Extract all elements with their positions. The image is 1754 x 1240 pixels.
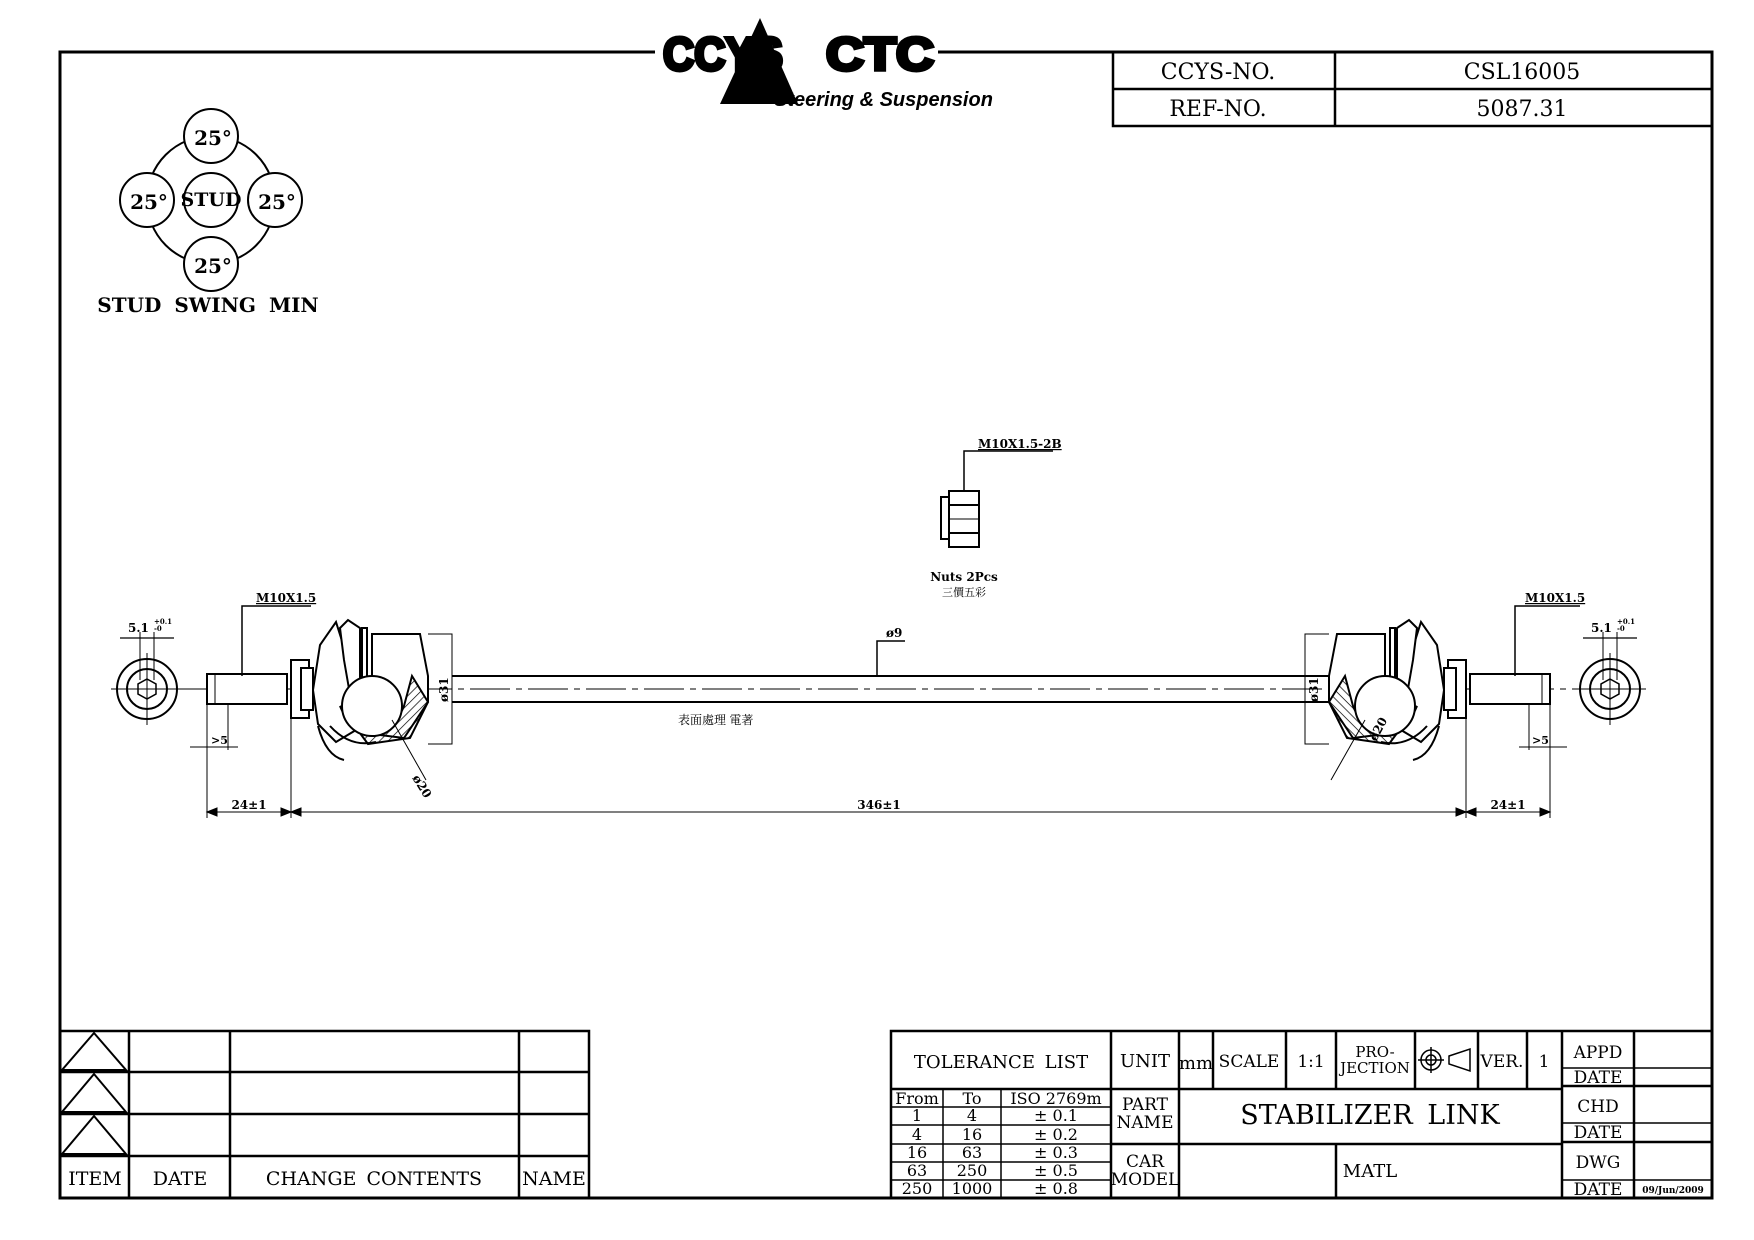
tol-row-value: ± 0.5 [1034,1161,1078,1180]
right-ball-dia-label: ø20 [1366,715,1391,744]
tol-row-to: 250 [956,1161,988,1180]
length-left-label: 24±1 [231,798,267,812]
right-hex-end-view [1574,653,1646,725]
tol-row-value: ± 0.1 [1034,1106,1078,1125]
projection-label-2: JECTION [1340,1059,1410,1077]
part-name-label-1: PART [1122,1095,1168,1115]
nut-qty-label: Nuts 2Pcs [930,570,998,584]
logo-text-left: CCYS [663,28,783,80]
length-total-label: 346±1 [857,798,901,812]
tol-row-value: ± 0.2 [1034,1125,1078,1144]
chd-date-label: DATE [1573,1123,1623,1143]
right-hex-dim-label: 5.1 [1591,621,1612,635]
ref-no-value: 5087.31 [1476,97,1568,122]
tol-row-value: ± 0.8 [1034,1179,1078,1198]
rev-header-item: ITEM [68,1168,122,1190]
matl-label: MATL [1342,1161,1398,1182]
left-thread-label: M10X1.5 [256,591,317,605]
nut-thread-label: M10X1.5-2B [978,437,1062,451]
chd-label: CHD [1577,1097,1619,1117]
nut-detail [941,491,979,547]
tol-header-to: To [962,1089,982,1108]
rev-header-change: CHANGE CONTENTS [265,1168,483,1190]
tol-row-to: 16 [961,1125,983,1144]
ver-label: VER. [1480,1052,1524,1072]
rod-dia-leader [877,641,905,676]
nut-thread-leader [964,451,1053,491]
part-name-value: STABILIZER LINK [1240,1100,1500,1131]
right-hex-tol-label: +0.1 -0 [1617,617,1636,633]
scale-label: SCALE [1218,1052,1280,1072]
tol-row-to: 1000 [951,1179,993,1198]
tol-row-value: ± 0.3 [1034,1143,1078,1162]
left-hex-tol-label: +0.1 -0 [154,617,173,633]
appd-label: APPD [1573,1043,1623,1063]
tol-row-from: 1 [911,1106,923,1125]
dwg-label: DWG [1575,1153,1621,1173]
swing-angle-right: 25° [258,190,296,214]
ccys-no-label: CCYS-NO. [1160,60,1276,85]
company-logo [663,18,993,111]
tol-row-from: 250 [901,1179,933,1198]
swing-angle-top: 25° [194,126,232,150]
tol-header-iso: ISO 2769m [1010,1089,1102,1108]
right-min-label: >5 [1532,734,1549,747]
part-name-label-2: NAME [1116,1113,1174,1133]
dwg-date-value: 09/Jun/2009 [1642,1186,1704,1196]
tol-row-to: 63 [961,1143,983,1162]
left-hex-dim-label: 5.1 [128,621,149,635]
swing-angle-left: 25° [130,190,168,214]
tol-row-from: 4 [911,1125,923,1144]
ccys-no-value: CSL16005 [1463,60,1581,85]
projection-label-1: PRO- [1355,1043,1395,1061]
left-hex-end-view [111,653,183,725]
drawing-border [60,52,1712,1198]
tol-header-from: From [895,1089,939,1108]
surface-treatment-label: 表面處理 電著 [678,713,754,727]
scale-value: 1:1 [1297,1052,1325,1072]
left-ball-dia-label: ø20 [409,772,435,801]
rev-header-name: NAME [522,1168,586,1190]
right-housing-dia-label: ø31 [1307,677,1321,702]
logo-tagline: Steering & Suspension [774,89,993,111]
tol-row-from: 16 [906,1143,928,1162]
left-ball-joint [207,620,428,760]
dwg-date-label: DATE [1573,1180,1623,1200]
appd-date-label: DATE [1573,1068,1623,1088]
car-model-label-1: CAR [1125,1152,1165,1172]
right-thread-leader [1515,606,1580,676]
left-min-label: >5 [211,734,228,747]
tol-row-to: 4 [966,1106,978,1125]
left-housing-dia-label: ø31 [437,677,451,702]
ver-value: 1 [1538,1052,1550,1072]
unit-value: mm [1178,1053,1214,1074]
car-model-label-2: MODEL [1110,1170,1180,1190]
rev-header-date: DATE [152,1168,208,1190]
right-thread-label: M10X1.5 [1525,591,1586,605]
logo-text-right: CTC [826,28,934,80]
tolerance-title: TOLERANCE LIST [913,1052,1089,1073]
length-right-label: 24±1 [1490,798,1526,812]
right-ball-joint [1329,620,1550,760]
rod-dia-label: ø9 [886,626,903,640]
ref-no-label: REF-NO. [1169,97,1267,122]
swing-angle-bottom: 25° [194,254,232,278]
swing-center-label: STUD [180,189,242,211]
swing-caption: STUD SWING MIN [97,293,319,317]
tol-row-from: 63 [906,1161,928,1180]
projection-symbol-icon [1418,1047,1470,1073]
nut-finish-label: 三價五彩 [942,587,986,599]
unit-label: UNIT [1119,1051,1171,1072]
